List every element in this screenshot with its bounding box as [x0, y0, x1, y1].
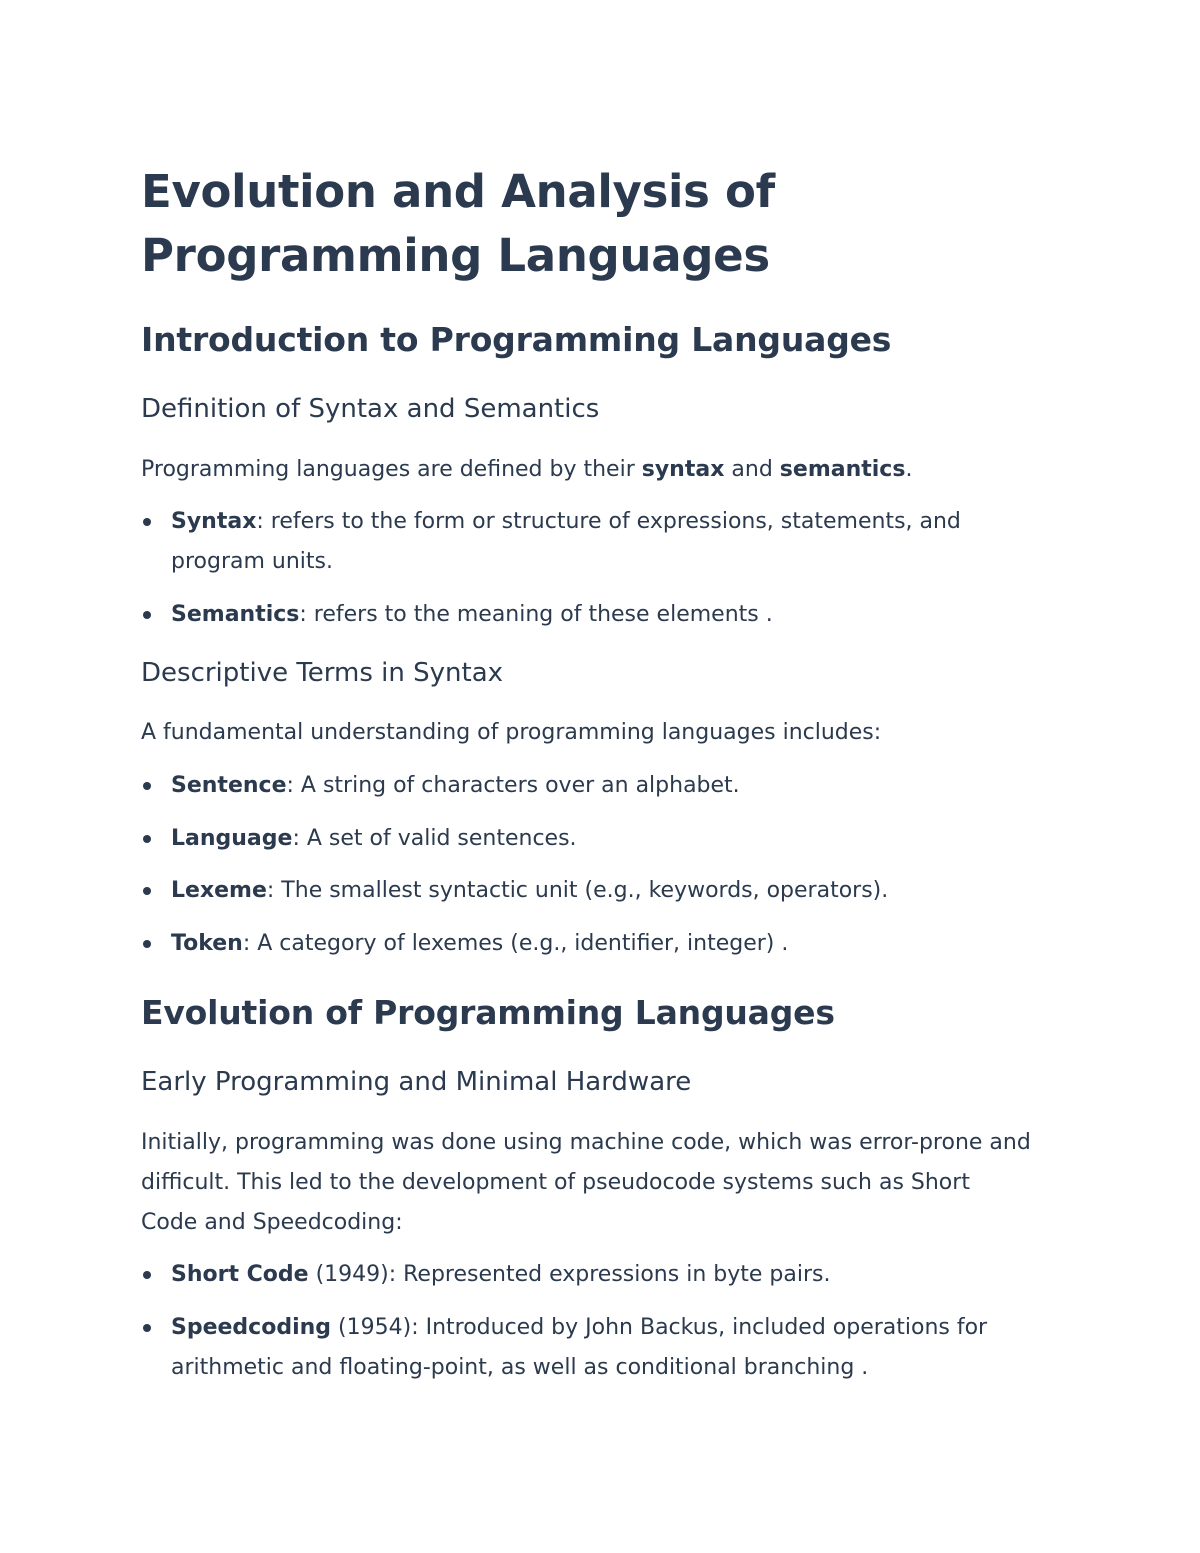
intro-term-semantics: semantics — [779, 457, 906, 482]
list-item-description: (1954): Introduced by John Backus, included operations for arithmetic and floating-point, as well as conditional branching . — [171, 1315, 988, 1380]
intro-term-syntax: syntax — [641, 457, 725, 482]
section-heading-introduction: Introduction to Programming Languages — [141, 320, 892, 359]
list-item-term: Syntax — [171, 509, 257, 534]
paragraph-descriptive-terms-intro: A fundamental understanding of programming languages includes: — [141, 720, 882, 745]
list-item-description: : A string of characters over an alphabet. — [286, 773, 740, 798]
intro-text-mid: and — [724, 457, 780, 482]
paragraph-early-programming-intro: Initially, programming was done using machine code, which was error-prone and difficult. This led to the development of pseudocode systems such as Short Code and Speedcoding: — [141, 1130, 1031, 1235]
list-item-description: : refers to the form or structure of expressions, statements, and program units. — [171, 509, 961, 574]
list-item-text — [171, 595, 1041, 635]
paragraph-syntax-semantics-intro — [141, 450, 1041, 490]
subsection-heading-descriptive-terms: Descriptive Terms in Syntax — [141, 658, 504, 688]
list-item-description: (1949): Represented expressions in byte pairs. — [308, 1262, 831, 1287]
list-item-description: : A set of valid sentences. — [292, 826, 577, 851]
list-item-description: : refers to the meaning of these elements . — [299, 602, 773, 627]
list-item-text — [171, 1308, 1041, 1388]
list-item-term: Speedcoding — [171, 1315, 332, 1340]
bullet-icon — [143, 1324, 151, 1332]
list-item-term: Sentence — [171, 773, 287, 798]
list-item-description: : The smallest syntactic unit (e.g., keywords, operators). — [266, 878, 889, 903]
bullet-icon — [143, 887, 151, 895]
list-item-term: Token — [171, 931, 243, 956]
list-item-text — [171, 502, 1041, 582]
bullet-icon — [143, 518, 151, 526]
subsection-heading-early-programming: Early Programming and Minimal Hardware — [141, 1067, 692, 1097]
bullet-icon — [143, 782, 151, 790]
bullet-icon — [143, 835, 151, 843]
intro-text-post: . — [905, 457, 913, 482]
list-item-text — [171, 766, 1041, 806]
list-item-text — [171, 871, 1041, 911]
list-item-text — [171, 1255, 1041, 1295]
list-item-text — [171, 924, 1041, 964]
list-item-description: : A category of lexemes (e.g., identifier, integer) . — [242, 931, 789, 956]
list-item-term: Semantics — [171, 602, 300, 627]
subsection-heading-syntax-semantics: Definition of Syntax and Semantics — [141, 394, 600, 424]
document-title: Evolution and Analysis of Programming Languages — [141, 165, 775, 282]
list-item-term: Language — [171, 826, 293, 851]
list-item-term: Lexeme — [171, 878, 267, 903]
bullet-icon — [143, 940, 151, 948]
bullet-icon — [143, 611, 151, 619]
section-heading-evolution: Evolution of Programming Languages — [141, 993, 835, 1032]
intro-text-pre: Programming languages are defined by their — [141, 457, 642, 482]
list-item-term: Short Code — [171, 1262, 309, 1287]
bullet-icon — [143, 1271, 151, 1279]
list-item-text — [171, 819, 1041, 859]
